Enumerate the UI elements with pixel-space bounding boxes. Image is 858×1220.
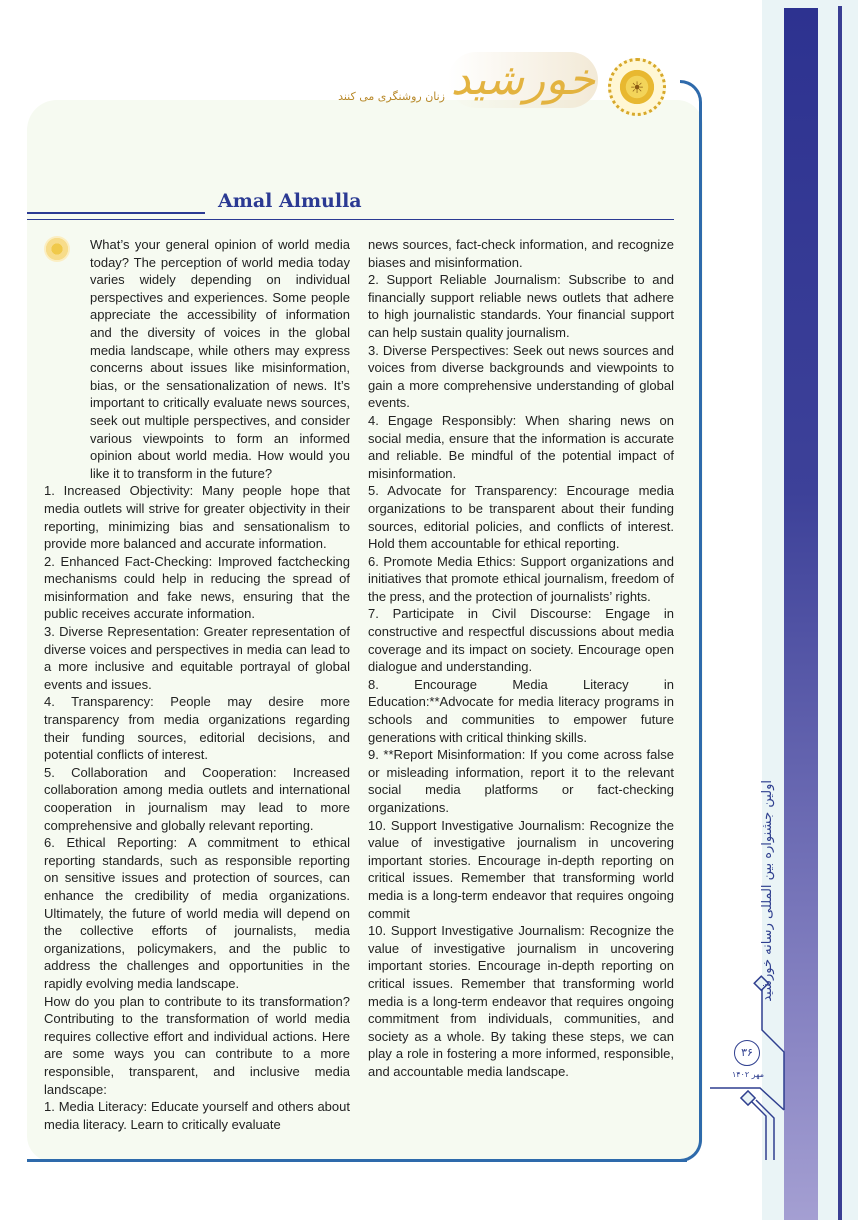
paragraph: 10. Support Investigative Journalism: Recognize the value of investigative journalism in uncovering important stories. Encourage in-depth reporting on critical issues. Remember that transforming world media is a long-term endeavor that requires ongoing commit bbox=[368, 817, 674, 921]
paragraph: 8. Encourage Media Literacy in Education:**Advocate for media literacy programs in schools and communities to empower future generations with critical thinking skills. bbox=[368, 676, 674, 745]
paragraph: 5. Collaboration and Cooperation: Increased collaboration among media outlets and international cooperation in journalism may lead to more comprehensive and globally relevant reporting. bbox=[44, 764, 350, 833]
paragraph: 2. Enhanced Fact-Checking: Improved factchecking mechanisms could help in reducing the spread of misinformation and fake news, ensuring that the public receives accurate information. bbox=[44, 553, 350, 622]
logo-tagline: زنان روشنگری می کنند bbox=[338, 90, 445, 103]
festival-vertical-text: اولین جشنواره بین المللی رسانه خورشید bbox=[760, 780, 775, 1002]
paragraph: 2. Support Reliable Journalism: Subscribe to and financially support reliable news outlets that adhere to high journalistic standards. Your financial support can help sustain quality journalism. bbox=[368, 272, 674, 340]
paragraph: 3. Diverse Perspectives: Seek out news sources and voices from diverse backgrounds and viewpoints to gain a more comprehensive understanding of global events. bbox=[368, 342, 674, 411]
article-column-right bbox=[368, 236, 674, 1081]
page-date: مهر ۱۴۰۲ bbox=[731, 1070, 765, 1079]
paragraph: 7. Participate in Civil Discourse: Engage in constructive and respectful discussions about media coverage and its impact on society. Encourage open dialogue and understanding. bbox=[368, 606, 674, 675]
card-border-bottom bbox=[27, 1159, 687, 1162]
paragraph: 5. Advocate for Transparency: Encourage media organizations to be transparent about their funding sources, editorial policies, and conflicts of interest. Hold them accountable for ethical reporting. bbox=[368, 483, 674, 552]
paragraph: How do you plan to contribute to its transformation? Contributing to the transformation of world media requires collective effort and individual actions. Here are some ways you can contribute to a more responsible, transparent, and inclusive media landscape: bbox=[44, 993, 350, 1097]
page-number: ۳۶ bbox=[734, 1040, 760, 1066]
paragraph: 3. Diverse Representation: Greater representation of diverse voices and perspectives in media can lead to a more inclusive and equitable portrayal of global events and issues. bbox=[44, 624, 350, 692]
sun-logo-icon: ☀ bbox=[608, 58, 666, 116]
article-column-left bbox=[44, 236, 350, 1133]
paragraph: 10. Support Investigative Journalism: Recognize the value of investigative journalism in uncovering important stories. Encourage in-depth reporting on critical issues. Remember that transforming world media is a long-term endeavor that requires ongoing commitment from individuals, communities, and society as a whole. By taking these steps, we can play a role in fostering a more informed, responsible, and accountable media landscape. bbox=[368, 923, 674, 1079]
paragraph: 4. Engage Responsibly: When sharing news on social media, ensure that the information is accurate and reliable. Be mindful of the potential impact of misinformation. bbox=[368, 412, 674, 481]
paragraph: 4. Transparency: People may desire more transparency from media organizations regarding their funding sources, editorial decisions, and potential conflicts of interest. bbox=[44, 694, 350, 763]
paragraph: 6. Ethical Reporting: A commitment to ethical reporting standards, such as responsible reporting on sensitive issues and protection of sources, can enhance the credibility of media organizations. Ultimately, the future of world media will depend on the collective efforts of journalists, media organizations, policymakers, and the public to address the challenges and opportunities in the rapidly evolving media landscape. bbox=[44, 835, 350, 991]
paragraph: news sources, fact-check information, and recognize biases and misinformation. bbox=[368, 237, 674, 270]
paragraph: 9. **Report Misinformation: If you come across false or misleading information, report it to the relevant social media platforms or fact-checking organizations. bbox=[368, 747, 674, 815]
card-border bbox=[680, 80, 702, 1162]
title-underline bbox=[27, 212, 205, 214]
paragraph: 6. Promote Media Ethics: Support organizations and initiatives that promote ethical journalism, freedom of the press, and the protection of journalists’ rights. bbox=[368, 553, 674, 604]
side-strip-line bbox=[838, 6, 842, 1220]
article-title: Amal Almulla bbox=[218, 190, 362, 212]
paragraph: 1. Media Literacy: Educate yourself and others about media literacy. Learn to critically evaluate bbox=[44, 1099, 350, 1132]
paragraph: What’s your general opinion of world media today? The perception of world media today varies widely depending on individual perspectives and experiences. Some people appreciate the accessibility of information and the diversity of voices in the global media landscape, while others may express concerns about issues like misinformation, bias, or the sensationalization of news. It’s important to critically evaluate news sources, seek out multiple perspectives, and consider various viewpoints to form an informed opinion about world media. How would you like it to transform in the future? bbox=[90, 237, 350, 481]
logo-wordmark: خورشید bbox=[448, 52, 598, 108]
title-divider bbox=[27, 219, 674, 220]
paragraph: 1. Increased Objectivity: Many people hope that media outlets will strive for greater objectivity in their reporting, minimizing bias and sensationalism to provide more balanced and accurate information. bbox=[44, 483, 350, 552]
